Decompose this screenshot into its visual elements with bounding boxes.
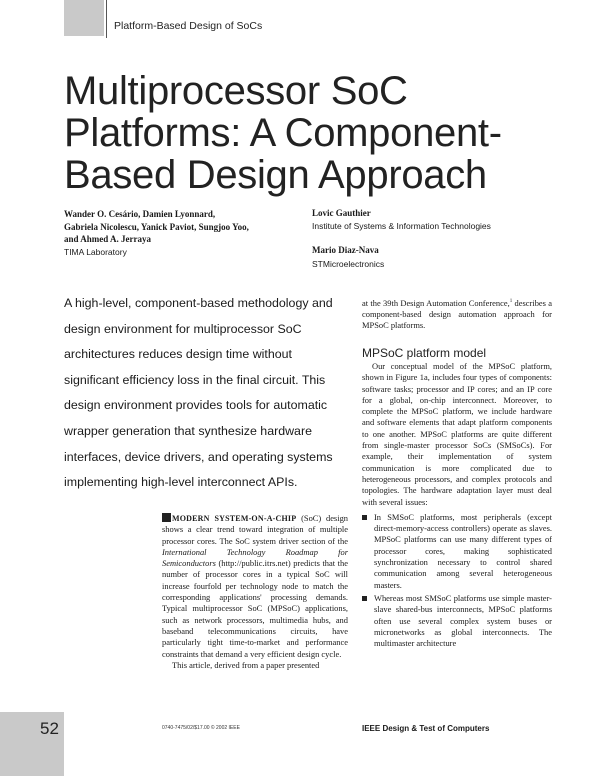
bullet-square-icon: [362, 515, 367, 520]
bullet-list: [362, 512, 552, 650]
list-item: [362, 593, 552, 649]
list-item-text: Whereas most SMSoC platforms use simple master-slave shared-bus interconnects, MPSoC platforms often use several complex system buses or micronetworks as global interconnects. The multimaster architecture: [374, 592, 552, 649]
italic-text: International Technology Roadmap for Semiconductors: [162, 546, 348, 569]
author-name: Lovic Gauthier: [312, 208, 371, 218]
text-run: describes a component-based design automation approach for MPSoC platforms.: [362, 297, 553, 331]
right-column-body: [362, 361, 552, 649]
right-column-continuation: [362, 296, 552, 332]
text-run: at the 39th Design Automation Conference,: [362, 297, 510, 308]
list-item-text: In SMSoC platforms, most peripherals (except direct-memory-access controllers) operate as slaves. MPSoC platforms can use many different types of processor cores, making sophisticated synchronization necessary to control shared communication among several heterogeneous masters.: [374, 511, 552, 590]
affiliation: Institute of Systems & Information Technologies: [312, 221, 491, 231]
list-item: [362, 512, 552, 591]
journal-name: IEEE Design & Test of Computers: [362, 724, 490, 733]
header-tab-decoration: [64, 0, 104, 36]
bullet-square-icon: [362, 596, 367, 601]
author-name: Mario Diaz-Nava: [312, 245, 379, 255]
issn-line: 0740-7475/02/$17.00 © 2002 IEEE: [162, 725, 240, 731]
affiliation-left: TIMA Laboratory: [64, 247, 127, 257]
text-run: (http://public.itrs.net) predicts that the number of processor cores in a typical SoC will increase fourfold per technology node to match the corresponding applications' processing demands. Typical multiprocessor SoC (MPSoC) applications, such as network processors, multimedia hubs, and baseband telecommunications circuits, have particularly tight time-to-market and performance constraints that demand a very efficient design cycle.: [162, 558, 348, 659]
author-line: and Ahmed A. Jerraya: [64, 234, 152, 244]
article-title: Multiprocessor SoC Platforms: A Component-Based Design Approach: [64, 69, 502, 197]
abstract: A high-level, component-based methodology and design environment for multiprocessor SoC architectures reduces design time without significant efficiency loss in the final circuit. This design environment provides tools for automatic wrapper generation that synthesize hardware interfaces, device drivers, and operating systems implementing high-level interconnect APIs.: [64, 296, 333, 490]
section-heading: MPSoC platform model: [362, 346, 487, 360]
text-run: (SoC) design shows a clear trend toward integration of multiple processor cores. The SoC system driver section of the: [162, 513, 348, 546]
header-rule: [106, 0, 107, 38]
left-column-body: [162, 513, 348, 671]
author-line: Wander O. Cesário, Damien Lyonnard,: [64, 209, 216, 219]
paragraph: This article, derived from a paper presented: [172, 659, 320, 670]
page-number: 52: [40, 719, 59, 738]
authors-left: [64, 208, 304, 246]
footnote-ref: 1: [509, 299, 513, 304]
section-start-square-icon: [162, 513, 171, 522]
lead-in: MODERN SYSTEM-ON-A-CHIP: [172, 514, 297, 523]
paragraph: [162, 513, 348, 660]
affiliation: STMicroelectronics: [312, 259, 385, 269]
author-line: Gabriela Nicolescu, Yanick Paviot, Sungjoo Yoo,: [64, 221, 249, 232]
paragraph: Our conceptual model of the MPSoC platform, shown in Figure 1a, includes four types of components: software tasks; processor and IP cores; and an IP core for a global, on-chip interconnect. Moreover, to complete the MPSoC platform, we include hardware and software elements that adapt platform components to one another. MPSoC platforms are quite different from single-master processor SoCs (SMSoCs). For example, their implementation of system communication is more complicated due to heterogeneous processors, and complex protocols and topologies. The hardware adaptation layer must deal with several issues:: [362, 361, 552, 507]
section-label: Platform-Based Design of SoCs: [114, 20, 263, 32]
